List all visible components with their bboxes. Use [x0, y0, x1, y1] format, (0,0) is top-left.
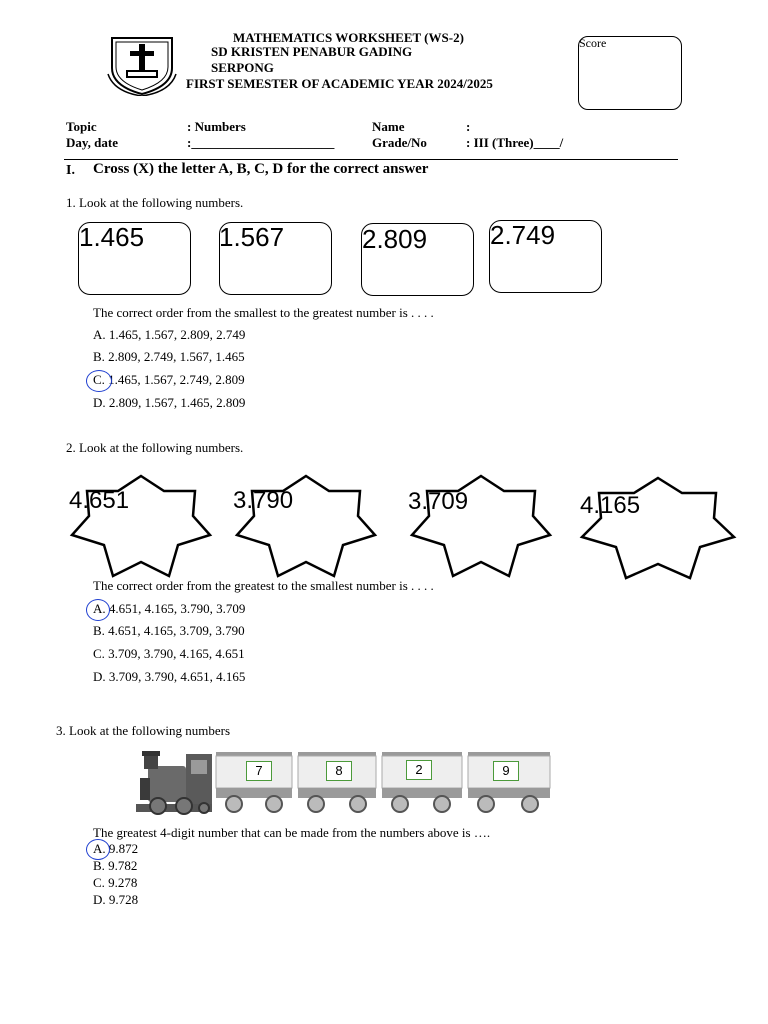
- q2-number-2: 3.790: [233, 487, 294, 514]
- q2-option-b[interactable]: B. 4.651, 4.165, 3.709, 3.790: [93, 623, 245, 638]
- q1-number-4: 2.749: [490, 220, 556, 250]
- q2-number-4: 4.165: [580, 492, 641, 519]
- grade-label: Grade/No: [372, 135, 427, 150]
- q3-car-number-3: 2: [406, 760, 432, 780]
- q2-option-d[interactable]: D. 3.709, 3.790, 4.651, 4.165: [93, 669, 246, 684]
- q2-answer-circle: [86, 599, 110, 621]
- school-name: SD KRISTEN PENABUR GADING: [211, 44, 413, 59]
- q3-option-a[interactable]: A. 9.872: [93, 841, 139, 856]
- q3-train-image: [134, 748, 554, 818]
- grade-value: : III (Three)____/: [466, 135, 564, 150]
- q2-prompt: 2. Look at the following numbers.: [66, 440, 244, 455]
- q2-option-c[interactable]: C. 3.709, 3.790, 4.165, 4.651: [93, 646, 245, 661]
- q1-answer-circle: [86, 370, 112, 392]
- q2-number-3: 3.709: [408, 488, 469, 515]
- q3-prompt: 3. Look at the following numbers: [56, 723, 231, 738]
- topic-value: : Numbers: [187, 119, 246, 134]
- q3-car-number-1: 7: [246, 761, 272, 781]
- q1-option-c[interactable]: C. 1.465, 1.567, 2.749, 2.809: [93, 372, 245, 387]
- q1-number-1: 1.465: [79, 222, 145, 252]
- day-label: Day, date: [66, 135, 118, 150]
- q3-car-number-2: 8: [326, 761, 352, 781]
- q1-number-3: 2.809: [362, 224, 428, 254]
- q2-option-a[interactable]: A. 4.651, 4.165, 3.790, 3.709: [93, 601, 246, 616]
- q1-option-a[interactable]: A. 1.465, 1.567, 2.809, 2.749: [93, 327, 246, 342]
- q1-number-2: 1.567: [219, 222, 285, 252]
- name-label: Name: [372, 119, 405, 134]
- q3-question: The greatest 4-digit number that can be made from the numbers above is ….: [93, 825, 491, 840]
- q3-option-c[interactable]: C. 9.278: [93, 875, 138, 890]
- q3-car-number-4: 9: [493, 761, 519, 781]
- q3-option-d[interactable]: D. 9.728: [93, 892, 139, 907]
- q1-option-d[interactable]: D. 2.809, 1.567, 1.465, 2.809: [93, 395, 246, 410]
- day-value: :______________________: [187, 135, 335, 150]
- score-label: Score: [579, 36, 607, 50]
- school-location: SERPONG: [211, 60, 274, 75]
- q1-prompt: 1. Look at the following numbers.: [66, 195, 244, 210]
- q3-answer-circle: [86, 839, 110, 860]
- q2-number-1: 4.651: [69, 487, 130, 514]
- header-divider: [64, 159, 678, 160]
- section-number: I.: [66, 163, 75, 178]
- q1-option-b[interactable]: B. 2.809, 2.749, 1.567, 1.465: [93, 349, 245, 364]
- topic-label: Topic: [66, 119, 97, 134]
- name-value: :: [466, 119, 471, 134]
- q1-question: The correct order from the smallest to the greatest number is . . . .: [93, 305, 434, 320]
- q2-star-4: [578, 474, 738, 582]
- q2-question: The correct order from the greatest to the smallest number is . . . .: [93, 578, 434, 593]
- school-logo: [104, 34, 180, 96]
- q3-option-b[interactable]: B. 9.782: [93, 858, 138, 873]
- worksheet-title: MATHEMATICS WORKSHEET (WS-2): [233, 30, 464, 45]
- section-instruction: Cross (X) the letter A, B, C, D for the correct answer: [93, 161, 429, 177]
- semester-title: FIRST SEMESTER OF ACADEMIC YEAR 2024/2025: [186, 76, 493, 91]
